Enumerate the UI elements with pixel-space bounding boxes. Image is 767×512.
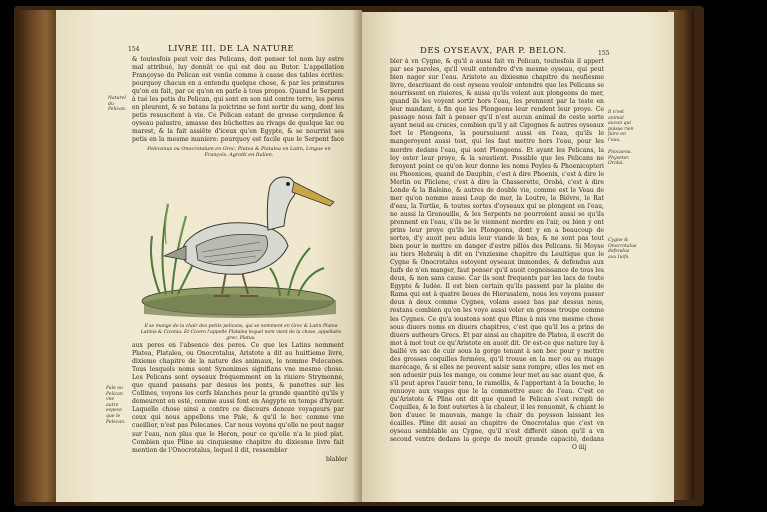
left-margin-note-top: Naturel du Pelican. bbox=[108, 96, 127, 113]
bird-tail bbox=[164, 246, 186, 260]
signature-mark: O iiij bbox=[572, 444, 587, 451]
right-running-head: DES OYSEAVX, PAR P. BELON. bbox=[420, 46, 567, 56]
bird-beak bbox=[292, 182, 334, 206]
catchword: blabler bbox=[326, 456, 348, 463]
right-text bbox=[390, 58, 604, 444]
figure-title: Pelecanus ou Onocrotalum en Grec, Platea & Platalea en Latin, Lingue en François, Agrotti en Italien. bbox=[147, 146, 331, 158]
left-paragraph-bottom: aux peres en l'absence des peres. Ce que les Latins nomment Platea, Platalea, ou Onocrotalus, Aristote a dit au huittieme livre, dixieme chapitre de la nature des animaux, le nomme Pelecanes. Tous lesquels noms sont Synonimes signifians vne mesme chose. Les Pelicans sont oyseaux fréquemment en la riuiere Strymonne, que quand passans par dessus les ponts, & panettes sur les Collines, voyons les cerfs blanches pour la grande quantité qu'ils y demeurent en esté, comme aussi font en Aegypte en temps d'hyuer. Laquelle chose ainsi a contre ce discours denoze voyageurs par ceux qui nous appellons vne Pale, & qu'il le hec comme vne cueillier, n'est pas Pelecanes. Car nous voyons qu'elle ne peut nager sur l'eau, non plus que le Heron, pour ce qu'elle n'a le pied plat. Combien que Pline au cinquiesme chapitre du dixiesme livre fait mention de l'Onocrotalus, lequel il dit, ressembler bbox=[132, 342, 344, 454]
left-text-top bbox=[132, 56, 344, 144]
left-page-edges bbox=[18, 10, 58, 502]
pelican-woodcut-illustration bbox=[138, 164, 343, 322]
left-margin-note-bottom: Pale ou Pelican vne autre espece que le Pelecan. bbox=[106, 386, 126, 425]
right-page-number: 155 bbox=[598, 50, 610, 57]
left-page bbox=[56, 10, 362, 502]
left-text-bottom bbox=[132, 342, 344, 454]
right-margin-note-top-2: Phocaena. Physeter. Orobà. bbox=[608, 150, 633, 167]
left-paragraph-top: & toutesfois peut voir des Pelicans, doit penser tel nom luy estre mal attribué, luy donnât ce qui est deu au Butor. L'appellation Françoyse du Pelican est venüe comme à cause des tables écrites: pourquoy chacun en a entendu quelque chose, & par les prinstures qu'on en fait, par ce qu'on en parle à tous propos. Quand le Serpent à tué les petis du Pelican, qui sont en son nid contre terre, les peres en pleurent, & se batans la poictrine se font sortir du sang, dont les petis resuscitent à vie. Ce Pelican estant de grosse corpulence & oyseau palustre, amasse des bûchettes au rivage de quelque lac ou marest, & la fait assiëte d'iceux qu'en Egypte, & se nourrist ses petis en la mesme maniere: pourquoy est facile que le Serpent face bbox=[132, 56, 344, 144]
right-margin-note-top: Il n'est animal aucun qui puisse rien faire en l'eau. bbox=[608, 110, 634, 143]
right-margin-note-mid: Cygne & Onocrotalus defendus aux Iuifs. bbox=[608, 238, 637, 260]
bird-eye bbox=[286, 182, 290, 186]
right-page bbox=[362, 12, 674, 502]
bird-neck bbox=[267, 177, 295, 230]
left-page-number: 154 bbox=[128, 46, 140, 53]
left-running-head: LIVRE III. DE LA NATURE bbox=[168, 44, 295, 54]
right-paragraph: bler à vn Cygne, & qu'il a aussi fait vn Pelican, toutesfois il appert par ses paroles, qu'il veult entendre d'vn mesme oyseau, qui peut bien nager sur l'eau. Aristote au dixiesme chapitre du neufiesme livre, descriuant de cest oyseau vouloir entendre que les Pelicans se nourrissent en riuieres, & aussi qu'ils volent aux plongeons de mer, quand ils les voyent sortir hors l'eau, les prennent par la teste en leur mandant, à fin que les Plongeons leur rendent leur proye. Ce passage nous fait à penser qu'il n'est aucun animal de ceste sorte ayant neud au cruces, combien qu'il y ait Cigognes & autres oyseaux fort le Plongeons, la poursuiuent aussi en l'eau, qu'ils le mangeroyent aussi tost, qui les faut mettre hors l'eau, pour les mordre dedans l'eau, qui sont Plongeons. Et ayant les Pelicans, la loy oster leur proye, & la soustient. Possible que les Pelicans ne feroyent point ce qu'on leur donne les noms Poyles & Phoenicopteri ou Phoenices, quand de Dauphin, c'est à dire Phoenix, c'est à dire le Merlin ou Pliclene, c'est à dire la Chasserette, Orobà, c'est à dire Londe & la Baleine, & autres de double vie, comme est le Veau de mer qu'on nomme aussi Loup de mer, la Loutre, le Biëvre, le Rat d'eau, la Tortüe, & toutes sortes d'oyseaux qui se plongent en l'eau, ne aussi la Grenouille, & les Serpents ne pourroient aussi se qu'ils prennent en l'eau, s'ils ne le viennent mordre en l'air, ou bien y ont prins leur proye qu'ils les Plongeons, dont y en a beaucoup de sortes, d'y auoit peu aduis leur viande là bas, & ne sont pas tout bien pour le mettre en danger d'estre pillés des Pelicans. Si Moyse au tiers Hebraïq à dit en l'vnziesme chapitre du Leuitique que le Cygne & Onocrotalus estoyent oyseaux immondes, & defendus aux Iuifs de n'en manger, faut penser qu'il auoit cognoissance de tous les deux, & non sans cause. Car ils sont frequents par les lacs de toute Egypte & Iudée. Il est bien certain qu'ils passent par la plaine de Rama qui est à quatre lieues de Hierusalem, nous les voyons passer deux à deux comme Cygnes, volans assez bas par dessus nous, restans combien qu'on les voye aussi voler en grosse troupe comme les Cygnes. Ce qu'a ioustons sont que Pline à mis vne mesme chose sous diuers noms en diuers chapitres, c'est que qu'il les a prins de diuers autheurs Grecs. Et par ainsi au chapitre de Platea, il escrit de mot à mot tout ce qu'Aristote en auoit dit. Or est-ce que nature luy à baillé vn sac de cuir sous la gorge tenant à son bec pour y mettre des grosses coquilles fermées, qu'il trouue en la mer ou au riuage marécage, & si elles ne peuvent saisir sans rompre, elles les met en son aduenir puis les mange, ou comme leur met au sac auant que, & s'il peut apres l'auoir tenu, le ramollis, & l'apportant à la bouche, le renuoye aux vsages que le la commettre auec de l'eau. C'est ce qu'Aristote & Pline ont dit que quand le Pelican s'est rempli de Coquilles, & le font outertes à la chaleur, il les renuomit, & chiant le bon d'auec le mauvais, mange la chair du poysson laissant les écailles. Pline dit aussi au chapitre de Onocrotalus que c'est vn oyseau semblable au Cygne, qu'il n'est differët sinon qu'il a vn second ventre dedans la gorge de moult grande capacité, dedans bbox=[390, 58, 604, 444]
figure-caption: Il se mange de la chair des petits pelicans, qui se nomment en Grec & Latin Platea Latinis & Ciconia. Et Cicero l'appelle Platalea lequel nom vient de la chose, appellatio grec. Platus. bbox=[140, 324, 342, 341]
